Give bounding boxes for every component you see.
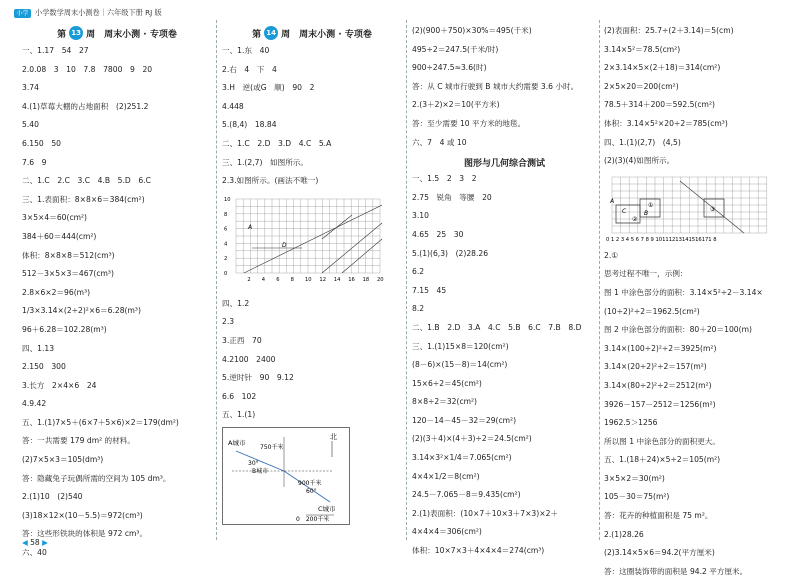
x-tick-label: 14 [333, 276, 341, 283]
answer-lines [412, 174, 597, 556]
answer-line: 900÷247.5≈3.6(时) [412, 63, 487, 73]
answer-line: 3.长方 2×4×6 24 [22, 380, 97, 390]
answer-line: 答：这些形铁块的体积是 972 cm³。 [22, 529, 148, 539]
page-number: ◀ 58 ▶ [22, 538, 48, 547]
x-tick-labels [247, 277, 383, 283]
answer-line: 四、1.2 [222, 298, 250, 308]
answer-line: 4×4×4＝306(cm²) [412, 527, 482, 537]
y-tick-label: 4 [224, 241, 228, 248]
answer-line: 15×6÷2＝45(cm²) [412, 378, 482, 388]
y-tick-label: 2 [224, 255, 228, 262]
answer-line: 体积：8×8×8＝512(cm³) [22, 250, 115, 260]
answer-line: 495÷2＝247.5(千米/时) [412, 44, 499, 54]
answer-line: 1/3×3.14×(2÷2)²×6＝6.28(m³) [22, 306, 141, 316]
x-tick-label: 18 [362, 276, 370, 283]
answer-line: 2.75 锐角 等腰 20 [412, 192, 492, 202]
x-tick-label: 12 [319, 276, 327, 283]
answer-line: 二、1.C 2.C 3.C 4.B 5.D 6.C [22, 176, 151, 186]
answer-line: 图 1 中涂色部分的面积：3.14×5²÷2－3.14× [604, 287, 763, 297]
point-label: B [644, 209, 649, 217]
answer-line: 3×5×4＝60(cm²) [22, 213, 88, 223]
answer-lines [222, 46, 402, 186]
answer-line: 六、40 [22, 548, 47, 558]
answer-line: 24.5－7.065－8＝9.435(cm²) [412, 490, 521, 500]
answer-line: 105－30＝75(m²) [604, 492, 670, 502]
answer-line: 2.8×6×2＝96(m³) [22, 287, 91, 297]
region-label: ① [648, 201, 654, 209]
answer-line: 1962.5＞1256 [604, 418, 658, 428]
point-label: D [282, 241, 287, 249]
answer-line: 四、1.(1)(2,7) (4,5) [604, 137, 681, 147]
y-tick-labels [224, 197, 231, 277]
answer-line: 二、1.C 2.D 3.D 4.C 5.A [222, 138, 332, 148]
answer-line: (10÷2)²÷2＝1962.5(cm²) [604, 306, 700, 316]
answer-line: 2.(3＋2)×2＝10(平方米) [412, 100, 500, 110]
answer-line: 8×8÷2＝32(cm²) [412, 397, 478, 407]
answer-line: 三、1.表面积：8×8×6＝384(cm²) [22, 194, 145, 204]
answer-line: 三、1.(1)15×8＝120(cm²) [412, 341, 509, 351]
answer-line: 3.14×3²×1/4＝7.065(cm²) [412, 453, 512, 463]
answer-line: 三、1.(2,7) 如图所示。 [222, 157, 308, 167]
answer-line: 体积：3.14×5²×20÷2＝785(cm³) [604, 118, 728, 128]
city-a-label: A城市 [228, 438, 246, 447]
series-logo: 小学 [14, 9, 31, 18]
answer-line: 5.逆时针 90 9.12 [222, 373, 294, 383]
section-title: 图形与几何综合测试 [463, 159, 545, 170]
city-map-figure [222, 427, 350, 525]
x-tick-label: 8 [290, 276, 294, 283]
answer-line: 答：从 C 城市行驶到 B 城市大约需要 3.6 小时。 [412, 81, 579, 91]
answer-line: 2×5×20＝200(cm²) [604, 81, 679, 91]
column-divider [216, 20, 217, 540]
answer-lines [222, 299, 402, 421]
answer-line: 3.14×(100÷2)²÷2＝3925(m²) [604, 343, 717, 353]
answer-line: 2.① [604, 250, 619, 260]
answer-line: 5.(8,4) 18.84 [222, 120, 277, 130]
x-tick-label: 2 [247, 276, 251, 283]
x-tick-label: 10 [305, 276, 312, 283]
answer-line: 2.(1)28.26 [604, 529, 644, 539]
city-c-label: C城市 [318, 504, 336, 513]
grid-lines [236, 199, 380, 273]
answer-lines [604, 26, 794, 166]
book-header [14, 7, 162, 19]
answer-line: 思考过程不唯一，示例： [604, 269, 688, 279]
x-tick-label: 16 [348, 276, 355, 283]
answer-line: 一、1.东 40 [222, 46, 270, 55]
answer-line: 4×4×1/2＝8(cm²) [412, 471, 480, 481]
answer-line: 5.(1)(6,3) (2)28.26 [412, 248, 489, 258]
distance-label: 750千米 [260, 443, 284, 451]
angle-label: 30° [248, 459, 259, 467]
book-title: 小学数学周末小测卷｜六年级下册 RJ 版 [35, 8, 162, 17]
answer-line: 2.3.如图所示。(画法不唯一) [222, 176, 319, 186]
answer-line: 四、1.13 [22, 343, 55, 353]
point-label: C [622, 207, 627, 215]
answer-column-2 [222, 20, 402, 540]
north-label: 北 [330, 432, 337, 441]
region-label: ② [632, 215, 638, 223]
answer-line: 二、1.B 2.D 3.A 4.C 5.B 6.C 7.B 8.D [412, 322, 582, 332]
answer-line: (2)7×5×3＝105(dm³) [22, 455, 104, 465]
answer-line: 6.2 [412, 267, 425, 277]
column-divider [406, 20, 407, 540]
answer-line: 384＋60＝444(cm²) [22, 231, 97, 241]
answer-line: 答：隐藏兔子玩偶所需的空间为 105 dm³。 [22, 473, 171, 483]
answer-line: 3.H 逆(或G 顺) 90 2 [222, 83, 315, 93]
column-divider [599, 20, 600, 540]
scale-label: 0 200千米 [296, 515, 330, 523]
coordinate-grid-figure [222, 193, 390, 291]
x-tick-label: 4 [261, 276, 266, 283]
answer-line: 7.6 9 [22, 157, 47, 167]
answer-line: (2)(900＋750)×30%＝495(千米) [412, 26, 532, 35]
distance-label: 900千米 [298, 479, 322, 487]
answer-line: 2.3 [222, 317, 235, 327]
answer-line: 3×5×2＝30(m²) [604, 473, 665, 483]
answer-line: 体积：10×7×3＋4×4×4＝274(cm³) [412, 546, 545, 556]
x-tick-label: 20 [377, 276, 384, 283]
answer-line: 6.6 102 [222, 391, 257, 401]
week-number-badge: 13 [69, 26, 83, 40]
answer-line: (2)3.14×5×6＝94.2(平方厘米) [604, 548, 715, 558]
answer-line: 3.14×(20÷2)²÷2＝157(m²) [604, 362, 707, 372]
answer-line: 六、7 4 或 10 [412, 137, 467, 147]
answer-lines [22, 46, 212, 558]
y-tick-label: 8 [224, 211, 228, 218]
answer-column-4 [604, 20, 794, 576]
answer-line: 512－3×5×3＝467(cm³) [22, 269, 114, 279]
answer-line: 5.40 [22, 120, 39, 130]
coordinate-grid-figure [604, 173, 774, 245]
figure-line [322, 215, 352, 239]
week-14-heading: 第 14 周 周末小测 · 专项卷 [222, 26, 402, 40]
answer-line: 答：至少需要 10 平方米的地毯。 [412, 118, 526, 128]
point-label: A [610, 197, 615, 205]
answer-line: 2.150 300 [22, 362, 66, 372]
answer-line: 五、1.(1)7×5＋(6×7＋5×6)×2＝179(dm²) [22, 417, 179, 427]
answer-line: 3.10 [412, 211, 429, 221]
answer-line: 7.15 45 [412, 285, 447, 295]
answer-line: (3)18×12×(10－5.5)＝972(cm³) [22, 510, 143, 520]
answer-line: 一、1.5 2 3 2 [412, 174, 477, 184]
week-number-badge: 14 [264, 26, 278, 40]
answer-line: 3.正西 70 [222, 335, 262, 345]
answer-line: 答：花卉的种植面积是 75 m²。 [604, 511, 713, 521]
answer-line: 一、1.17 54 27 [22, 46, 89, 55]
answer-line: 图 2 中涂色部分的面积：80＋20＝100(m) [604, 325, 752, 335]
answer-line: (2)(3＋4)×(4＋3)÷2＝24.5(cm²) [412, 434, 532, 444]
answer-line: 6.150 50 [22, 138, 61, 148]
answer-line: 4.9.42 [22, 399, 47, 409]
answer-lines [412, 26, 597, 148]
answer-line: 2.0.08 3 10 7.8 7800 9 20 [22, 64, 153, 74]
answer-lines [604, 251, 794, 577]
answer-line: 4.(1)草莓大棚的占地面积 (2)251.2 [22, 101, 149, 111]
y-tick-label: 0 [224, 270, 228, 277]
y-tick-label: 6 [224, 226, 228, 233]
answer-line: 3.74 [22, 83, 39, 93]
answer-line: (2)(3)(4)如图所示。 [604, 156, 675, 166]
answer-line: 五、1.(1) [222, 410, 256, 420]
answer-line: 96＋6.28＝102.28(m³) [22, 324, 107, 334]
x-tick-labels: 0 1 2 3 4 5 6 7 8 9 10111213141516171 8 [606, 236, 717, 243]
city-b-label: B城市 [252, 467, 269, 475]
figure-line [342, 239, 382, 273]
angle-label: 60° [306, 487, 317, 495]
answer-line: 2.(1)10 (2)540 [22, 492, 83, 502]
answer-line: 3.14×(80÷2)²÷2＝2512(m²) [604, 380, 712, 390]
region-label: ③ [710, 205, 716, 213]
answer-line: (8－6)×(15－8)＝14(cm²) [412, 360, 508, 370]
y-tick-label: 10 [224, 196, 231, 203]
answer-line: 4.2100 2400 [222, 354, 276, 364]
answer-line: 2.(1)表面积：(10×7＋10×3＋7×3)×2＋ [412, 508, 559, 518]
answer-line: 答：这圈装饰带的面积是 94.2 平方厘米。 [604, 566, 748, 576]
answer-line: 3926－157－2512＝1256(m²) [604, 399, 716, 409]
answer-line: 78.5＋314＋200＝592.5(cm²) [604, 100, 715, 110]
answer-line: 4.448 [222, 101, 244, 111]
answer-line: 答：一共需要 179 dm² 的材料。 [22, 436, 135, 446]
point-label: A [248, 223, 253, 231]
answer-column-3 [412, 20, 597, 556]
week-13-heading: 第 13 周 周末小测 · 专项卷 [22, 26, 212, 40]
x-tick-label: 6 [276, 276, 280, 283]
answer-line: 120－14－45－32＝29(cm²) [412, 415, 517, 425]
answer-line: (2)表面积：25.7÷(2＋3.14)＝5(cm) [604, 26, 734, 35]
answer-line: 五、1.(18＋24)×5÷2＝105(m²) [604, 455, 721, 465]
answer-line: 4.65 25 30 [412, 229, 464, 239]
answer-line: 所以图 1 中涂色部分的面积更大。 [604, 436, 720, 446]
answer-line: 8.2 [412, 304, 425, 314]
answer-line: 3.14×5²＝78.5(cm²) [604, 44, 681, 54]
answer-line: 2.右 4 下 4 [222, 64, 277, 74]
answer-line: 2×3.14×5×(2＋18)＝314(cm²) [604, 63, 721, 73]
